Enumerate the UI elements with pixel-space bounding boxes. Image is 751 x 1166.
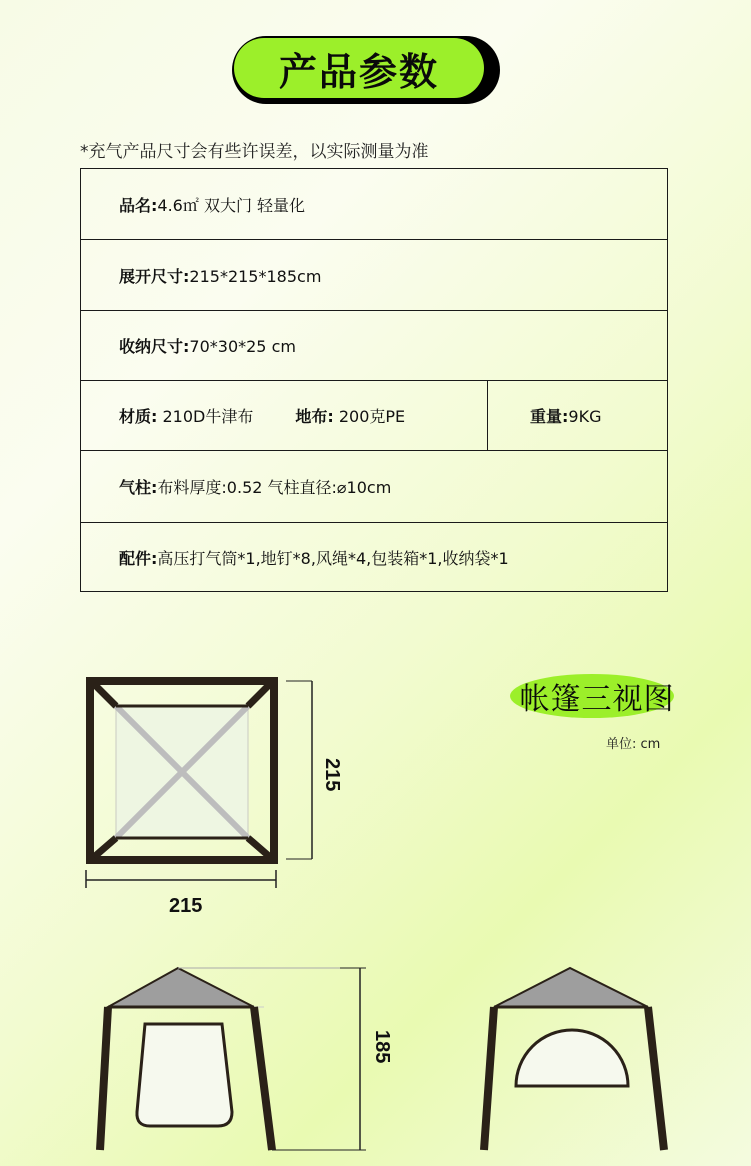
floor-value: 200克PE bbox=[333, 407, 406, 426]
name-value: 4.6㎡ 双大门 轻量化 bbox=[157, 195, 306, 215]
size-note: *充气产品尺寸会有些许误差，以实际测量为准 bbox=[80, 142, 429, 162]
packed-value: 70*30*25 cm bbox=[189, 337, 296, 356]
airpillar-value: 布料厚度:0.52 气柱直径:⌀10cm bbox=[157, 478, 392, 497]
views-title: 帐篷三视图 bbox=[519, 682, 675, 717]
floor-label: 地布: bbox=[295, 407, 334, 426]
tent-top-view bbox=[86, 681, 312, 888]
tent-side-view bbox=[484, 968, 664, 1150]
airpillar-label: 气柱: bbox=[119, 478, 158, 497]
accessories-value: 高压打气筒*1,地钉*8,风绳*4,包装箱*1,收纳袋*1 bbox=[157, 548, 509, 568]
weight-value: 9KG bbox=[568, 407, 602, 426]
page-title: 产品参数 bbox=[234, 38, 484, 98]
material-label: 材质: bbox=[119, 407, 158, 426]
unit-label: 单位: cm bbox=[606, 737, 661, 752]
tent-front-view bbox=[100, 968, 366, 1150]
height-label: 185 bbox=[371, 1030, 393, 1064]
unfolded-label: 展开尺寸: bbox=[119, 266, 190, 286]
packed-label: 收纳尺寸: bbox=[119, 337, 190, 356]
accessories-label: 配件: bbox=[119, 548, 158, 568]
unfolded-value: 215*215*185cm bbox=[189, 266, 322, 286]
top-width-label: 215 bbox=[169, 895, 203, 917]
name-label: 品名: bbox=[119, 195, 158, 215]
weight-label: 重量: bbox=[530, 407, 569, 426]
material-value: 210D牛津布 bbox=[157, 407, 254, 426]
top-depth-label: 215 bbox=[321, 758, 343, 792]
